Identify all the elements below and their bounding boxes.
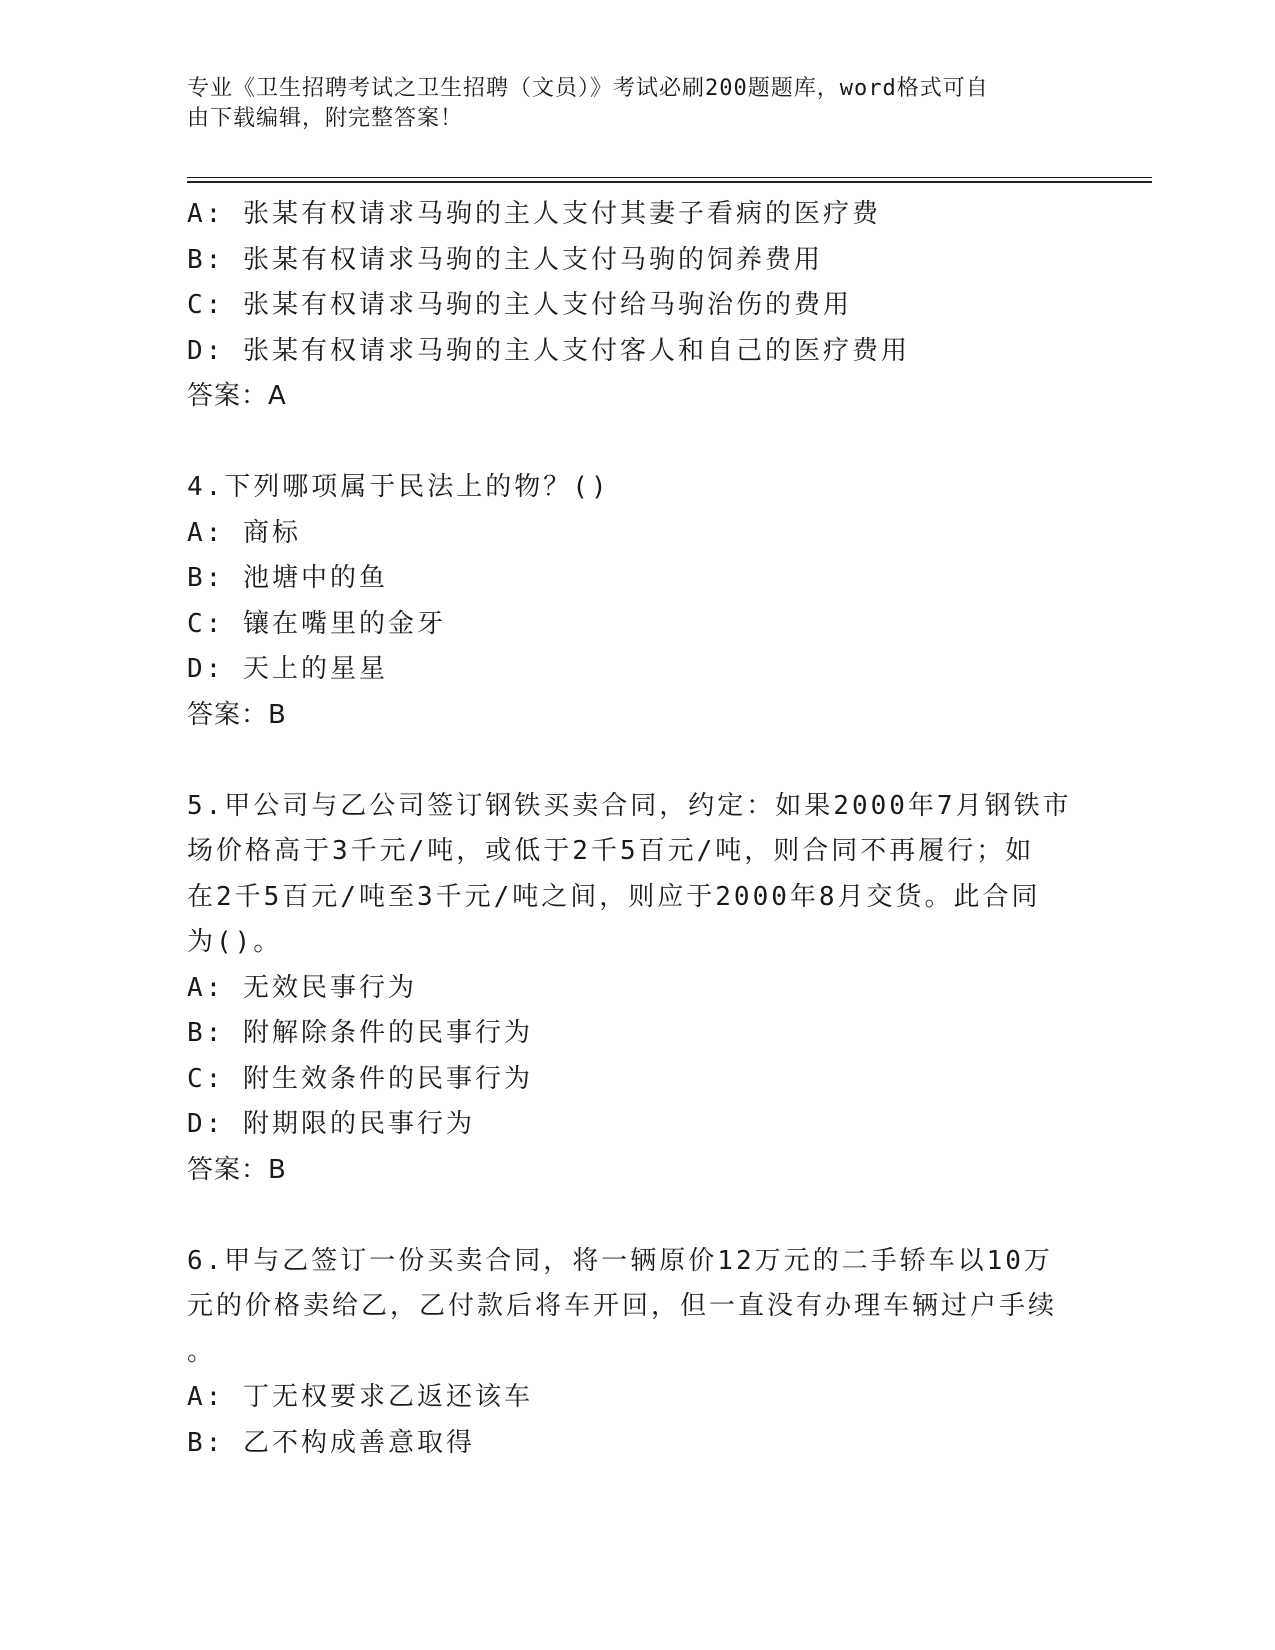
spacer xyxy=(187,738,1087,784)
option-c: C: 附生效条件的民事行为 xyxy=(187,1063,533,1094)
option-a: A: 无效民事行为 xyxy=(187,972,417,1003)
answer-label: 答案：A xyxy=(187,381,287,411)
option-b: B: 乙不构成善意取得 xyxy=(187,1427,475,1458)
option-b: B: 池塘中的鱼 xyxy=(187,563,388,593)
answer-label: 答案：B xyxy=(187,699,287,730)
option-c: C: 镶在嘴里的金牙 xyxy=(187,608,446,639)
question-4-block xyxy=(187,465,1087,738)
question-text: 4.下列哪项属于民法上的物？() xyxy=(187,472,610,502)
answer-label: 答案：B xyxy=(187,1154,287,1185)
option-a: A: 商标 xyxy=(187,517,301,548)
option-b: B: 附解除条件的民事行为 xyxy=(187,1018,533,1048)
header-divider-thin xyxy=(187,177,1152,178)
header-line-1: 专业《卫生招聘考试之卫生招聘（文员）》考试必刷200题题库，word格式可自 xyxy=(187,76,989,101)
option-b: B: 张某有权请求马驹的主人支付马驹的饲养费用 xyxy=(187,244,823,275)
option-c: C: 张某有权请求马驹的主人支付给马驹治伤的费用 xyxy=(187,290,852,320)
question-5-block xyxy=(187,784,1087,1194)
question-text-line-1: 5.甲公司与乙公司签订钢铁买卖合同，约定：如果2000年7月钢铁市 xyxy=(187,790,1072,821)
question-content xyxy=(187,192,1087,1466)
option-d: D: 附期限的民事行为 xyxy=(187,1109,475,1139)
question-text-line-3: 。 xyxy=(187,1336,217,1367)
question-text-line-2: 场价格高于3千元/吨，或低于2千5百元/吨，则合同不再履行；如 xyxy=(187,836,1035,866)
question-text-line-1: 6.甲与乙签订一份买卖合同，将一辆原价12万元的二手轿车以10万 xyxy=(187,1245,1053,1276)
header-line-2: 由下载编辑，附完整答案！ xyxy=(187,106,464,131)
question-6-block xyxy=(187,1239,1087,1467)
spacer xyxy=(187,1193,1087,1239)
document-header xyxy=(187,74,1067,134)
header-divider-thick xyxy=(187,181,1152,183)
question-text-line-4: 为()。 xyxy=(187,927,283,957)
question-3-block xyxy=(187,192,1087,420)
question-text-line-3: 在2千5百元/吨至3千元/吨之间，则应于2000年8月交货。此合同 xyxy=(187,881,1041,912)
option-a: A: 丁无权要求乙返还该车 xyxy=(187,1382,533,1412)
spacer xyxy=(187,420,1087,466)
option-a: A: 张某有权请求马驹的主人支付其妻子看病的医疗费 xyxy=(187,199,881,229)
option-d: D: 张某有权请求马驹的主人支付客人和自己的医疗费用 xyxy=(187,335,910,366)
option-d: D: 天上的星星 xyxy=(187,654,388,684)
question-text-line-2: 元的价格卖给乙，乙付款后将车开回，但一直没有办理车辆过户手续 xyxy=(187,1291,1058,1321)
